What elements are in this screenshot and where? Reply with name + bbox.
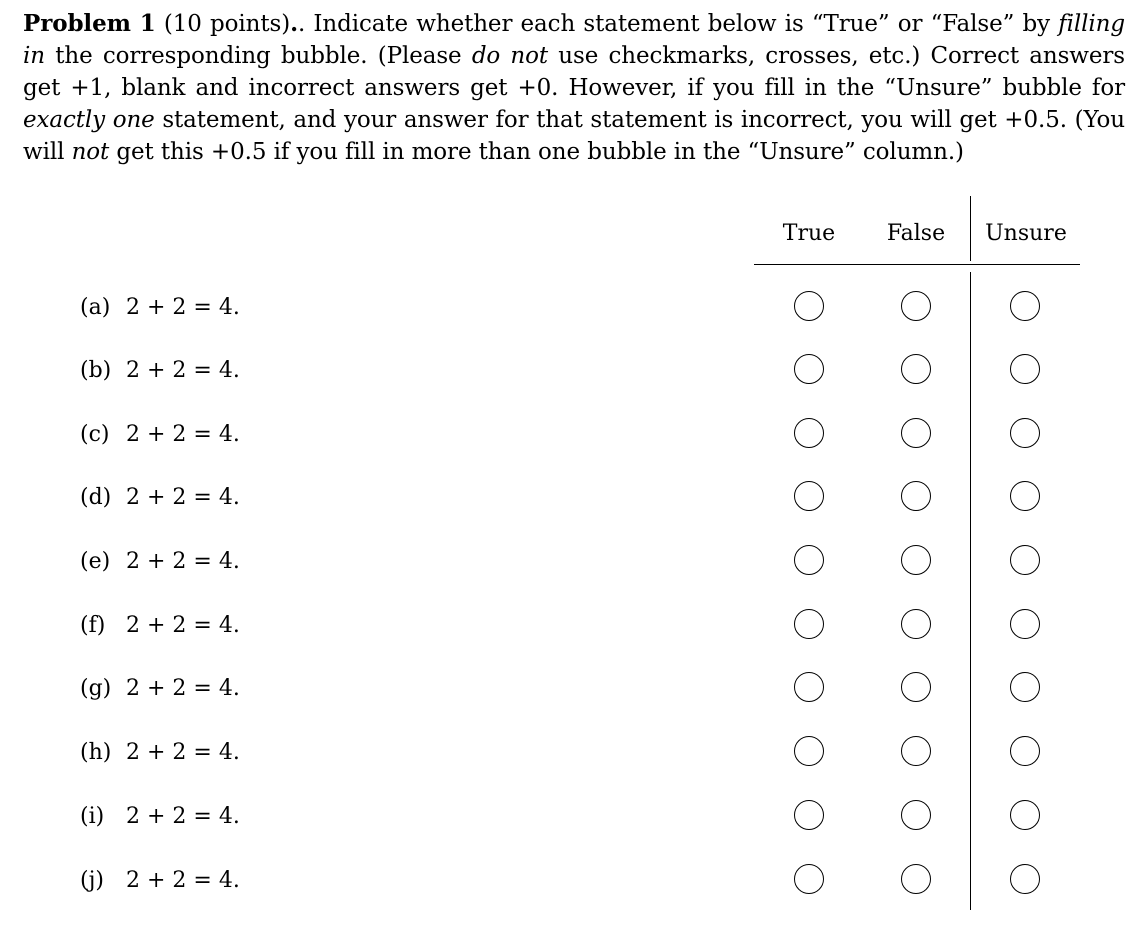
column-header-unsure: Unsure — [985, 221, 1067, 246]
statement-letter: (c) — [80, 422, 110, 447]
bubble-true[interactable] — [794, 609, 824, 639]
statement-text: 2 + 2 = 4. — [126, 549, 240, 574]
bubble-unsure[interactable] — [1010, 864, 1040, 894]
statement-label — [80, 799, 240, 835]
bubble-false[interactable] — [901, 800, 931, 830]
statement-row — [0, 799, 1148, 835]
statement-letter: (d) — [80, 485, 112, 510]
bubble-unsure[interactable] — [1010, 800, 1040, 830]
statement-label — [80, 671, 240, 707]
statement-label — [80, 480, 240, 516]
bubble-true[interactable] — [794, 672, 824, 702]
problem-instructions: Problem 1 (10 points).. Indicate whether each statement below is “True” or “False” by filling in the corresponding bubble. (Please do not use checkmarks, crosses, etc.) Correct answers get +1, blank and incorrect answers get +0. However, if you fill in the “Unsure” bubble for exactly one statement, and your answer for that statement is incorrect, you will get +0.5. (You will not get this +0.5 if you fill in more than one bubble in the “Unsure” column.) — [23, 10, 1126, 165]
bubble-false[interactable] — [901, 354, 931, 384]
bubble-true[interactable] — [794, 481, 824, 511]
statement-letter: (f) — [80, 613, 106, 638]
bubble-true[interactable] — [794, 291, 824, 321]
instructions-text-2: the corresponding bubble. (Please — [44, 43, 472, 69]
instructions-emphasis-1: filling in — [23, 11, 1126, 69]
bubble-true[interactable] — [794, 418, 824, 448]
statement-letter: (e) — [80, 549, 111, 574]
statement-letter: (a) — [80, 295, 111, 320]
bubble-true[interactable] — [794, 354, 824, 384]
statement-text: 2 + 2 = 4. — [126, 868, 240, 893]
statement-row — [0, 544, 1148, 580]
bubble-false[interactable] — [901, 609, 931, 639]
statement-text: 2 + 2 = 4. — [126, 676, 240, 701]
bubble-true[interactable] — [794, 800, 824, 830]
bubble-unsure[interactable] — [1010, 672, 1040, 702]
bubble-unsure[interactable] — [1010, 481, 1040, 511]
statement-text: 2 + 2 = 4. — [126, 740, 240, 765]
instructions-text-1: . Indicate whether each statement below is “True” or “False” by — [298, 11, 1059, 37]
statement-row — [0, 290, 1148, 326]
bubble-false[interactable] — [901, 672, 931, 702]
bubble-unsure[interactable] — [1010, 354, 1040, 384]
bubble-false[interactable] — [901, 481, 931, 511]
instructions-emphasis-2: do not — [471, 43, 549, 69]
statement-label — [80, 353, 240, 389]
statement-row — [0, 863, 1148, 899]
statement-row — [0, 608, 1148, 644]
statement-text: 2 + 2 = 4. — [126, 422, 240, 447]
column-header-true: True — [782, 221, 836, 246]
instructions-text-5: get this +0.5 if you fill in more than one bubble in the “Unsure” column.) — [109, 139, 964, 165]
statement-letter: (i) — [80, 804, 105, 829]
statement-row — [0, 671, 1148, 707]
statement-letter: (g) — [80, 676, 112, 701]
bubble-false[interactable] — [901, 864, 931, 894]
bubble-unsure[interactable] — [1010, 609, 1040, 639]
statement-row — [0, 417, 1148, 453]
statement-text: 2 + 2 = 4. — [126, 804, 240, 829]
statement-label — [80, 290, 240, 326]
statement-label — [80, 608, 240, 644]
instructions-emphasis-4: not — [71, 139, 110, 165]
problem-label: Problem 1 — [23, 10, 156, 37]
statement-text: 2 + 2 = 4. — [126, 295, 240, 320]
bubble-unsure[interactable] — [1010, 418, 1040, 448]
statement-row — [0, 735, 1148, 771]
bubble-unsure[interactable] — [1010, 736, 1040, 766]
statement-letter: (h) — [80, 740, 112, 765]
bubble-unsure[interactable] — [1010, 291, 1040, 321]
bubble-false[interactable] — [901, 291, 931, 321]
column-header-false: False — [886, 221, 946, 246]
statement-row — [0, 480, 1148, 516]
column-divider-top — [970, 196, 971, 261]
statement-label — [80, 544, 240, 580]
bubble-true[interactable] — [794, 864, 824, 894]
statement-letter: (b) — [80, 358, 112, 383]
instructions-text-3: use checkmarks, crosses, etc.) Correct answers get +1, blank and incorrect answers get +0. However, if you fill in the “Unsure” bubble for — [23, 43, 1125, 101]
statement-text: 2 + 2 = 4. — [126, 358, 240, 383]
bubble-true[interactable] — [794, 736, 824, 766]
bubble-false[interactable] — [901, 545, 931, 575]
statement-text: 2 + 2 = 4. — [126, 613, 240, 638]
bubble-unsure[interactable] — [1010, 545, 1040, 575]
instructions-text-4: statement, and your answer for that statement is incorrect, you will get +0.5. (You will — [23, 107, 1125, 165]
problem-points: (10 points) — [163, 11, 291, 37]
bubble-false[interactable] — [901, 736, 931, 766]
bubble-true[interactable] — [794, 545, 824, 575]
statement-row — [0, 353, 1148, 389]
statement-label — [80, 417, 240, 453]
header-rule — [754, 264, 1080, 265]
statement-letter: (j) — [80, 868, 104, 893]
statement-label — [80, 863, 240, 899]
statement-text: 2 + 2 = 4. — [126, 485, 240, 510]
bubble-false[interactable] — [901, 418, 931, 448]
statement-label — [80, 735, 240, 771]
instructions-emphasis-3: exactly one — [23, 107, 155, 133]
